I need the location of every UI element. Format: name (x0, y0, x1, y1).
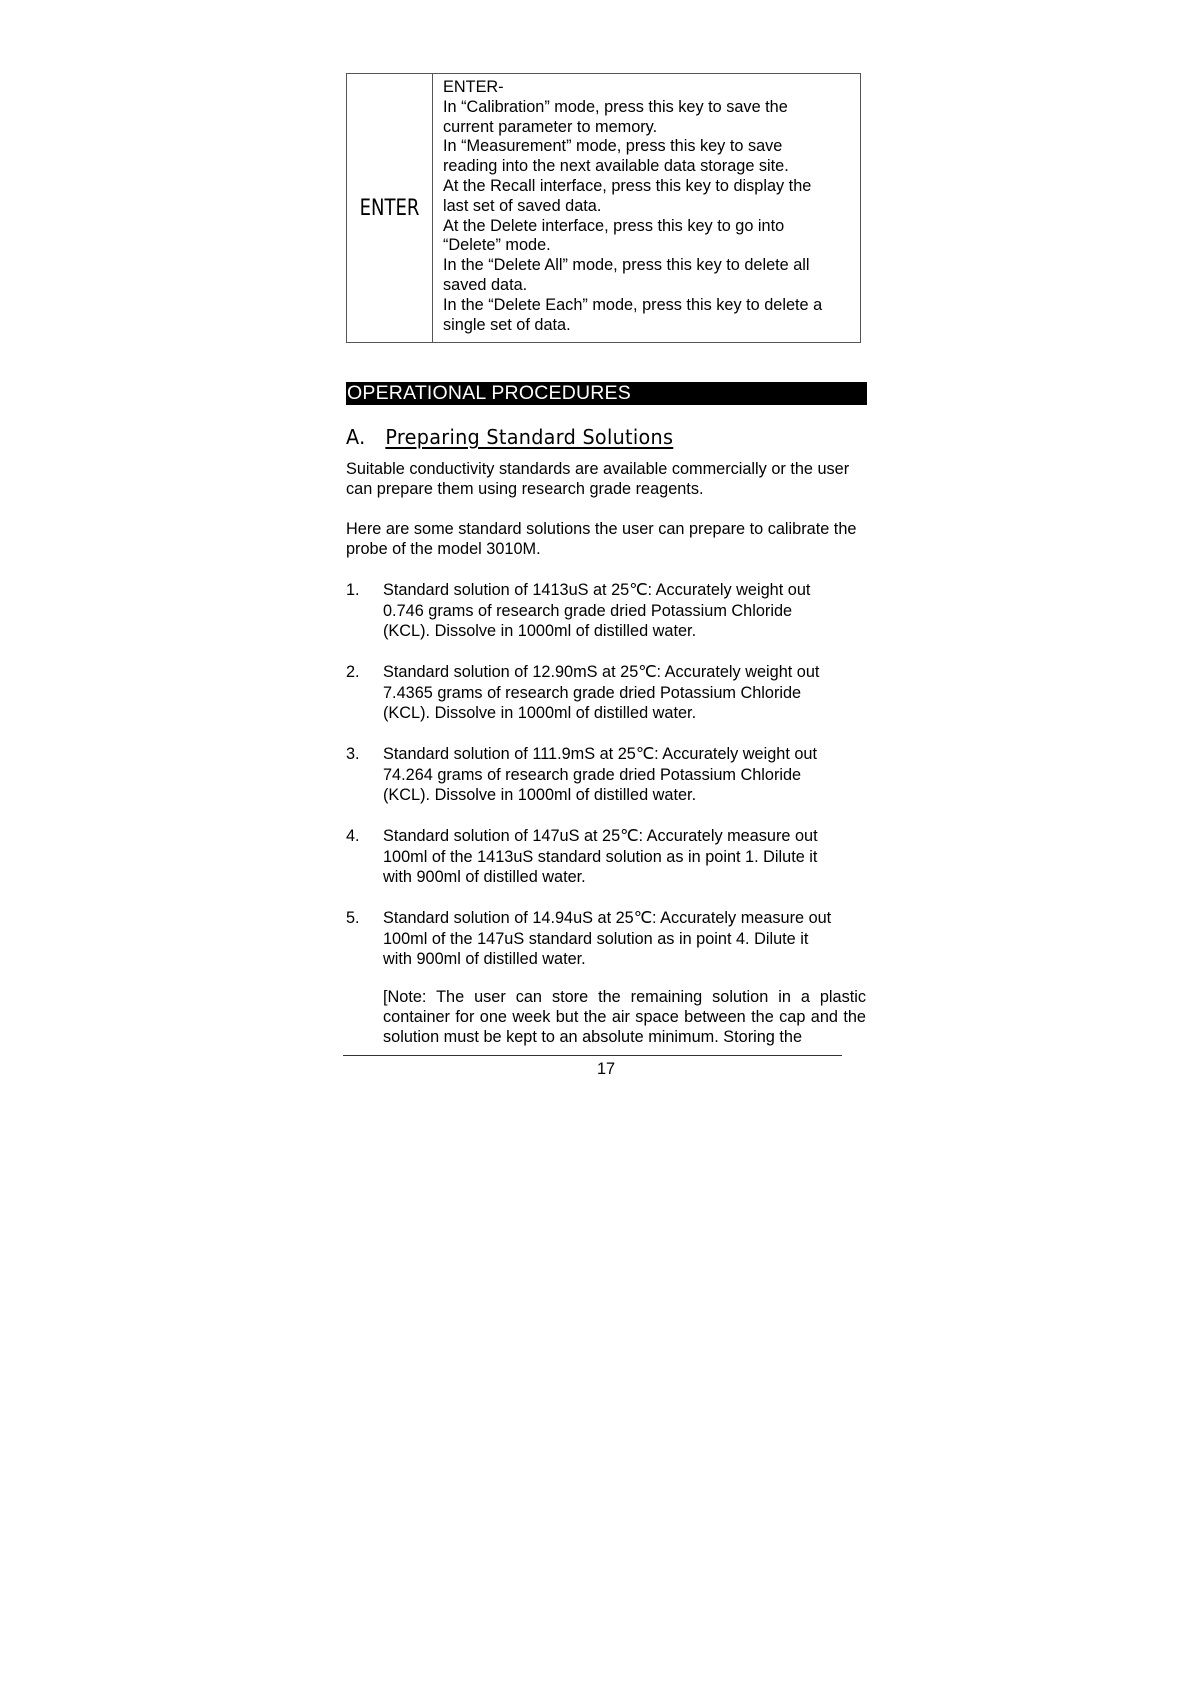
key-description-line: last set of saved data. (443, 196, 602, 215)
key-table (346, 73, 861, 343)
page-number: 17 (596, 1060, 616, 1078)
key-description-line: In the “Delete Each” mode, press this key to delete a (443, 295, 823, 314)
storage-note: [Note: The user can store the remaining solution in a plastic container for one week but the air space between the cap and the solution must be kept to an absolute minimum. Storing the (383, 988, 866, 1046)
list-item (346, 744, 866, 806)
list-item-line: Standard solution of 1413uS at 25℃: Accurately weight out (383, 581, 811, 599)
standard-solutions-list (346, 580, 866, 990)
key-description-line: single set of data. (443, 315, 571, 334)
key-description-line: In “Measurement” mode, press this key to save (443, 137, 783, 156)
list-item-line: 100ml of the 147uS standard solution as in point 4. Dilute it (383, 929, 809, 948)
list-item-line: 7.4365 grams of research grade dried Potassium Chloride (383, 683, 802, 702)
intro-paragraph: Here are some standard solutions the user can prepare to calibrate the probe of the model 3010M. (346, 520, 857, 558)
list-item-line: 74.264 grams of research grade dried Potassium Chloride (383, 765, 802, 784)
key-description-line: In “Calibration” mode, press this key to save the (443, 97, 788, 116)
subsection-heading (346, 424, 673, 450)
key-cell (347, 74, 433, 342)
list-item-line: Standard solution of 14.94uS at 25℃: Accurately measure out (383, 909, 832, 927)
key-description-line: current parameter to memory. (443, 117, 658, 136)
section-heading: OPERATIONAL PROCEDURES (346, 382, 867, 405)
list-item-line: Standard solution of 111.9mS at 25℃: Accurately weight out (383, 745, 818, 763)
list-item-line: (KCL). Dissolve in 1000ml of distilled water. (383, 786, 697, 804)
list-item-number: 2. (346, 663, 360, 681)
key-description-line: At the Recall interface, press this key to display the (443, 176, 812, 195)
key-description (433, 74, 860, 342)
list-item-number: 5. (346, 909, 360, 927)
list-item-line: Standard solution of 147uS at 25℃: Accurately measure out (383, 827, 818, 845)
list-item-number: 1. (346, 581, 360, 599)
list-item-line: (KCL). Dissolve in 1000ml of distilled water. (383, 622, 697, 640)
subsection-title: Preparing Standard Solutions (385, 425, 674, 449)
intro-paragraph: Suitable conductivity standards are available commercially or the user can prepare them using research grade reagents. (346, 460, 850, 498)
list-item-number: 4. (346, 827, 360, 845)
enter-key-label: ENTER (359, 195, 420, 221)
footer-divider (343, 1055, 842, 1056)
key-description-line: reading into the next available data storage site. (443, 157, 789, 176)
key-description-line: ENTER- (443, 78, 504, 96)
list-item-line: 100ml of the 1413uS standard solution as in point 1. Dilute it (383, 847, 818, 866)
list-item (346, 908, 866, 970)
list-item (346, 826, 866, 888)
key-description-line: At the Delete interface, press this key to go into (443, 216, 785, 235)
list-item-line: (KCL). Dissolve in 1000ml of distilled water. (383, 704, 697, 722)
key-description-line: “Delete” mode. (443, 236, 551, 255)
list-item (346, 662, 866, 724)
list-item-line: 0.746 grams of research grade dried Potassium Chloride (383, 601, 793, 620)
list-item-line: Standard solution of 12.90mS at 25℃: Accurately weight out (383, 663, 820, 681)
list-item-line: with 900ml of distilled water. (383, 868, 586, 886)
list-item-number: 3. (346, 745, 360, 763)
key-description-line: saved data. (443, 275, 528, 294)
key-description-line: In the “Delete All” mode, press this key to delete all (443, 256, 810, 275)
subsection-letter: A. (346, 425, 366, 449)
list-item-line: with 900ml of distilled water. (383, 950, 586, 968)
list-item (346, 580, 866, 642)
